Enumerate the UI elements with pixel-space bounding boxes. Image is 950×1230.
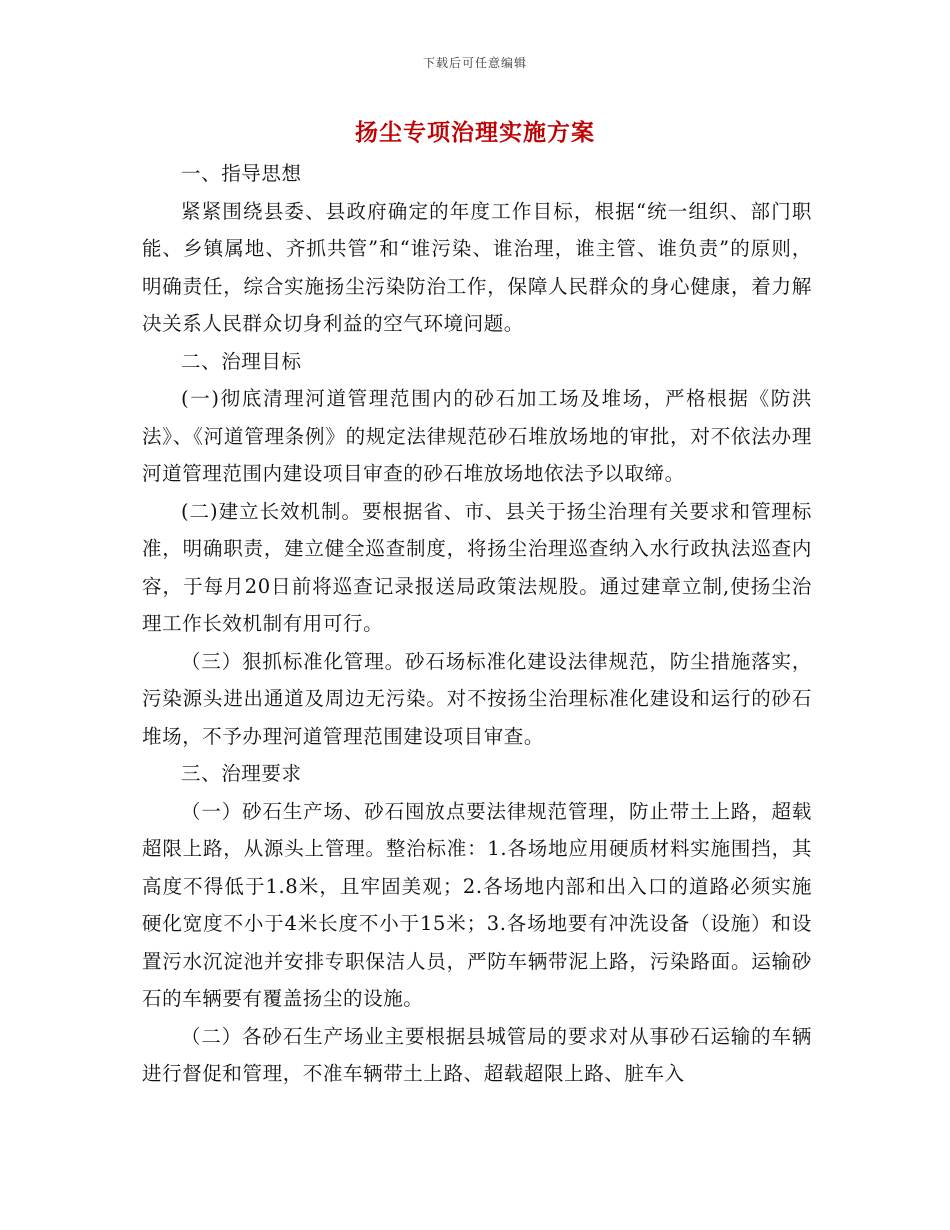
paragraph: (一)彻底清理河道管理范围内的砂石加工场及堆场，严格根据《防洪法》、《河道管理条例》的规定法律规范砂石堆放场地的审批，对不依法办理河道管理范围内建设项目审查的砂石堆放场地依法予以取缔。 <box>142 387 812 485</box>
document-title: 扬尘专项治理实施方案 <box>355 119 595 146</box>
document-body <box>142 155 812 1093</box>
paragraph: （三）狠抓标准化管理。砂石场标准化建设法律规范，防尘措施落实，污染源头进出通道及周边无污染。对不按扬尘治理标准化建设和运行的砂石堆场，不予办理河道管理范围建设项目审查。 <box>142 649 812 748</box>
section-heading-2: 二、治理目标 <box>181 349 302 373</box>
paragraph: （二）各砂石生产场业主要根据县城管局的要求对从事砂石运输的车辆进行督促和管理，不准车辆带土上路、超载超限上路、脏车入 <box>142 1024 812 1085</box>
paragraph: （一）砂石生产场、砂石囤放点要法律规范管理，防止带土上路，超载超限上路，从源头上管理。整治标准：1.各场地应用硬质材料实施围挡，其高度不得低于1.8米，且牢固美观；2.各场地内部和出入口的道路必须实施硬化宽度不小于4米长度不小于15米；3.各场地要有冲洗设备（设施）和设置污水沉淀池并安排专职保洁人员，严防车辆带泥上路，污染路面。运输砂石的车辆要有覆盖扬尘的设施。 <box>142 799 812 1010</box>
header-note: 下载后可任意编辑 <box>422 56 527 70</box>
section-heading-3: 三、治理要求 <box>181 762 302 785</box>
paragraph: 紧紧围绕县委、县政府确定的年度工作目标，根据“统一组织、部门职能、乡镇属地、齐抓共管”和“谁污染、谁治理，谁主管、谁负责”的原则，明确责任，综合实施扬尘污染防治工作，保障人民群众的身心健康，着力解决关系人民群众切身利益的空气环境问题。 <box>142 199 812 335</box>
paragraph: (二)建立长效机制。要根据省、市、县关于扬尘治理有关要求和管理标准，明确职责，建立健全巡查制度，将扬尘治理巡查纳入水行政执法巡查内容，于每月20日前将巡查记录报送局政策法规股。通过建章立制,使扬尘治理工作长效机制有用可行。 <box>142 499 812 635</box>
section-heading-1: 一、指导思想 <box>181 162 302 185</box>
